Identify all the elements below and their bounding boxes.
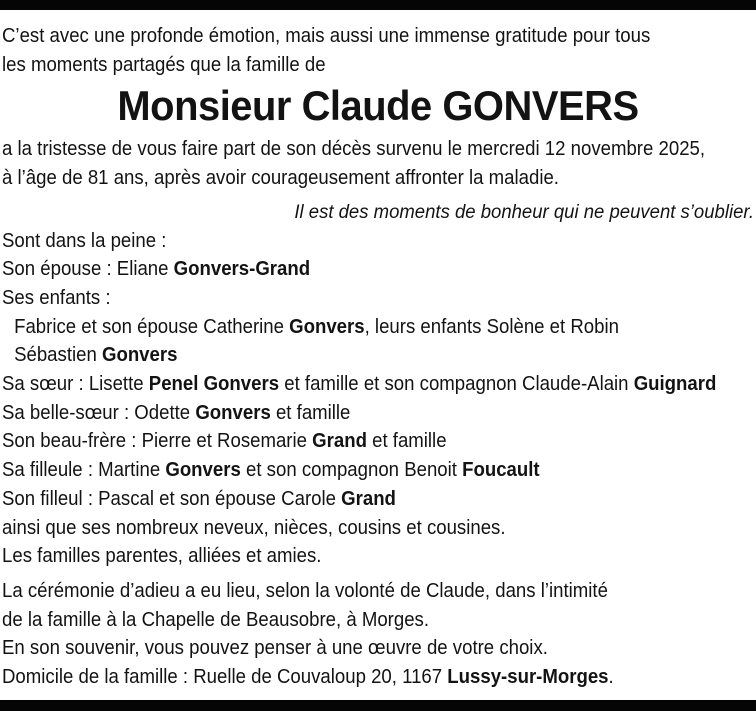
text-segment: Sont dans la peine : bbox=[2, 229, 167, 252]
text-segment: Son épouse : Eliane bbox=[2, 258, 174, 281]
notice-line bbox=[2, 22, 701, 51]
notice-line bbox=[2, 284, 701, 313]
notice-line bbox=[2, 606, 701, 635]
surname-bold-segment: Grand bbox=[341, 487, 396, 510]
text-segment: La cérémonie d’adieu a eu lieu, selon la volonté de Claude, dans l’intimité bbox=[2, 579, 608, 602]
surname-bold-segment: Lussy-sur-Morges bbox=[447, 666, 609, 689]
announcement-paragraph bbox=[2, 135, 754, 192]
notice-line bbox=[2, 51, 701, 80]
notice-line bbox=[2, 164, 701, 193]
surname-bold-segment: Gonvers bbox=[165, 459, 241, 482]
text-segment: Sa belle-sœur : Odette bbox=[2, 401, 196, 424]
bottom-rule bbox=[0, 700, 756, 711]
surname-bold-segment: Gonvers bbox=[195, 401, 271, 424]
notice-line bbox=[2, 634, 701, 663]
notice-line bbox=[2, 227, 701, 256]
notice-line bbox=[2, 399, 701, 428]
text-segment: Les familles parentes, alliées et amies. bbox=[2, 545, 322, 568]
notice-line bbox=[2, 341, 701, 370]
text-segment: a la tristesse de vous faire part de son décès survenu le mercredi 12 novembre 2025, bbox=[2, 138, 706, 161]
top-rule bbox=[0, 0, 756, 10]
notice-line bbox=[2, 255, 701, 284]
notice-line bbox=[2, 542, 701, 571]
text-segment: . bbox=[608, 666, 614, 689]
text-segment: , leurs enfants Solène et Robin bbox=[364, 315, 619, 338]
text-segment: Sa sœur : Lisette bbox=[2, 373, 149, 396]
notice-body bbox=[0, 10, 756, 700]
deceased-name-title: Monsieur Claude GONVERS bbox=[117, 82, 639, 130]
text-segment: et famille bbox=[366, 430, 447, 453]
notice-line bbox=[2, 485, 701, 514]
notice-line bbox=[2, 135, 706, 164]
surname-bold-segment: Grand bbox=[312, 430, 367, 453]
notice-line bbox=[2, 577, 701, 606]
text-segment: les moments partagés que la famille de bbox=[2, 53, 326, 76]
surname-bold-segment: Foucault bbox=[462, 459, 540, 482]
text-segment: En son souvenir, vous pouvez penser à une œuvre de votre choix. bbox=[2, 637, 548, 660]
surname-bold-segment: Gonvers bbox=[101, 344, 178, 367]
notice-line bbox=[2, 427, 701, 456]
text-segment: Ses enfants : bbox=[2, 286, 111, 309]
notice-line bbox=[2, 370, 717, 399]
intro-paragraph bbox=[2, 22, 754, 79]
text-segment: Sa filleule : Martine bbox=[2, 459, 166, 482]
text-segment: Son filleul : Pascal et son épouse Carole bbox=[2, 487, 342, 510]
surname-bold-segment: Penel Gonvers bbox=[148, 373, 280, 396]
notice-line bbox=[2, 514, 701, 543]
text-segment: Sébastien bbox=[14, 344, 102, 367]
text-segment: de la famille à la Chapelle de Beausobre, à Morges. bbox=[2, 608, 430, 631]
text-segment: C’est avec une profonde émotion, mais aussi une immense gratitude pour tous bbox=[2, 25, 651, 47]
text-segment: et famille et son compagnon Claude-Alain bbox=[279, 373, 634, 396]
notice-line bbox=[2, 663, 701, 692]
notice-line bbox=[2, 313, 701, 342]
text-segment: Fabrice et son épouse Catherine bbox=[14, 315, 290, 338]
surname-bold-segment: Gonvers bbox=[289, 315, 365, 338]
text-segment: Son beau-frère : Pierre et Rosemarie bbox=[2, 430, 313, 453]
text-segment: à l’âge de 81 ans, après avoir courageusement affronter la maladie. bbox=[2, 167, 559, 190]
ceremony-paragraph bbox=[2, 577, 754, 692]
text-segment: ainsi que ses nombreux neveux, nièces, cousins et cousines. bbox=[2, 516, 506, 539]
surname-bold-segment: Guignard bbox=[633, 373, 717, 396]
memorial-quote: Il est des moments de bonheur qui ne peuvent s’oublier. bbox=[294, 200, 754, 223]
surname-bold-segment: Gonvers-Grand bbox=[173, 258, 311, 281]
notice-line bbox=[2, 456, 701, 485]
text-segment: et son compagnon Benoit bbox=[240, 459, 463, 482]
family-list bbox=[2, 227, 754, 571]
text-segment: et famille bbox=[270, 401, 351, 424]
text-segment: Domicile de la famille : Ruelle de Couvaloup 20, 1167 bbox=[2, 666, 448, 689]
